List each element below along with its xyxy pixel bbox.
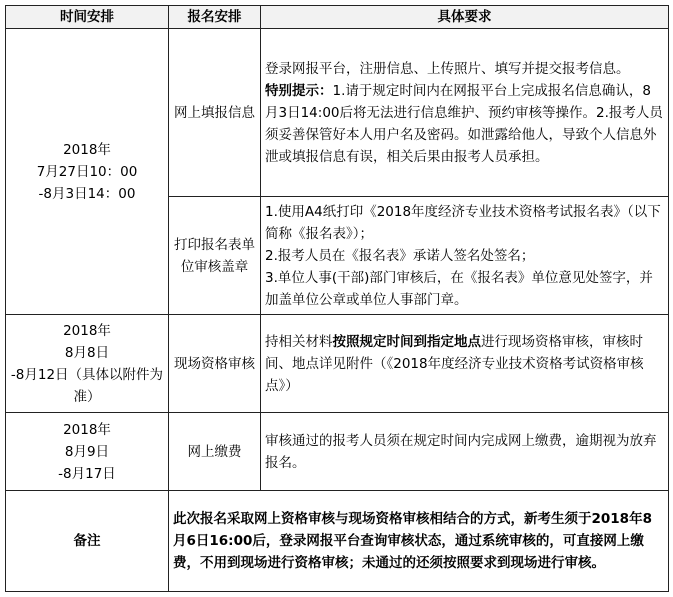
req-online-fill [261, 29, 669, 197]
period-1-year: 2018年 [63, 141, 111, 158]
special-tip-label: 特别提示： [265, 82, 333, 99]
row-online-fill [6, 29, 669, 197]
registration-schedule-table [5, 5, 669, 592]
stage-payment: 网上缴费 [169, 413, 261, 491]
remark-text: 此次报名采取网上资格审核与现场资格审核相结合的方式，新考生须于2018年8月6日16:00后，登录网报平台查询审核状态，通过系统审核的，可直接网上缴费，不用到现场进行资格审核；未通过的还须按照要求到现场进行审核。 [169, 491, 669, 592]
header-row [6, 6, 669, 29]
remark-label: 备注 [6, 491, 169, 592]
req-payment: 审核通过的报考人员须在规定时间内完成网上缴费，逾期视为放弃报名。 [261, 413, 669, 491]
header-requirements: 具体要求 [261, 6, 669, 29]
header-time: 时间安排 [6, 6, 169, 29]
period-3-end: -8月17日 [58, 465, 116, 482]
print-form-item-2: 2.报考人员在《报名表》承诺人签名处签名； [265, 247, 535, 264]
row-remark [6, 491, 669, 592]
stage-onsite-review: 现场资格审核 [169, 315, 261, 413]
print-form-item-1: 1.使用A4纸打印《2018年度经济专业技术资格考试报名表》（以下简称《报名表》）； [265, 203, 661, 242]
period-2-year: 2018年 [63, 322, 111, 339]
req-print-form [261, 197, 669, 315]
onsite-text-bold: 按照规定时间到指定地点 [332, 333, 481, 350]
row-payment [6, 413, 669, 491]
onsite-text-1: 持相关材料 [265, 333, 333, 350]
online-fill-intro: 登录网报平台，注册信息、上传照片、填写并提交报考信息。 [265, 60, 630, 77]
period-1-end: -8月3日14：00 [38, 185, 136, 202]
period-2-end: -8月12日（具体以附件为准） [10, 366, 164, 405]
special-tip-text: 1.请于规定时间内在网报平台上完成报名信息确认，8月3日14:00后将无法进行信息维护、预约审核等操作。2.报考人员须妥善保管好本人用户名及密码。如泄露给他人，导致个人信息外泄或填报信息有误，相关后果由报考人员承担。 [265, 82, 663, 165]
period-2-start: 8月8日 [64, 344, 110, 361]
time-period-2 [6, 315, 169, 413]
header-stage: 报名安排 [169, 6, 261, 29]
time-period-1 [6, 29, 169, 315]
period-3-start: 8月9日 [64, 443, 110, 460]
row-onsite-review [6, 315, 669, 413]
time-period-3 [6, 413, 169, 491]
print-form-item-3: 3.单位人事(干部)部门审核后，在《报名表》单位意见处签字，并加盖单位公章或单位人事部门章。 [265, 269, 653, 308]
stage-print-form: 打印报名表单位审核盖章 [169, 197, 261, 315]
req-onsite-review [261, 315, 669, 413]
period-1-start: 7月27日10：00 [36, 163, 138, 180]
stage-online-fill: 网上填报信息 [169, 29, 261, 197]
onsite-text-2: 进行现场资格审核，审核时间、地点详见附件（《2018年度经济专业技术资格考试资格审核点》） [265, 333, 644, 394]
period-3-year: 2018年 [63, 421, 111, 438]
